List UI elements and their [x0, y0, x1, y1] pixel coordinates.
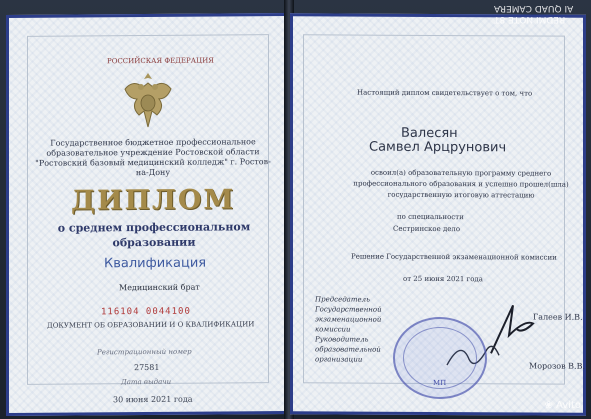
camera-model: REDMI NOTE 8T: [493, 14, 566, 24]
official-seal: [393, 317, 487, 399]
qualification-value: Медицинский брат: [119, 282, 200, 293]
certifies-line: Настоящий диплом свидетельствует о том, что: [357, 88, 533, 98]
graduate-surname: Валесян: [401, 125, 458, 142]
diploma-title: ДИПЛОМ: [71, 184, 236, 217]
decision-date: от 25 июня 2021 года: [403, 274, 483, 284]
qualification-heading: Квалификация: [104, 255, 207, 272]
program-completion-text: освоил(а) образовательную программу среднего профессионального образования и успешно прошел(шла) государственную итоговую аттестацию: [353, 168, 569, 200]
reg-number-label: Регистрационный номер: [97, 347, 192, 357]
avito-text: Avito: [556, 400, 581, 411]
specialty-label: по специальности: [397, 212, 464, 222]
chair-label: Председатель Государственной экзаменационной комиссии: [315, 295, 382, 334]
commission-decision: Решение Государственной экзаменационной комиссии: [351, 252, 557, 262]
serial-number: 116104 0044100: [101, 306, 191, 318]
head-label: Руководитель образовательной организации: [315, 335, 381, 364]
camera-type: AI QUAD CAMERA: [493, 3, 573, 13]
avito-watermark: [544, 400, 581, 411]
head-name: Морозов В.В.: [529, 361, 586, 371]
avito-logo-icon: ❀: [544, 400, 556, 411]
diploma-right-page: [290, 13, 586, 416]
document-type: ДОКУМЕНТ ОБ ОБРАЗОВАНИИ И О КВАЛИФИКАЦИИ: [47, 320, 255, 330]
issue-date: 30 июня 2021 года: [113, 394, 193, 405]
diploma-subtitle: о среднем профессиональном образовании: [57, 220, 251, 250]
institution-name: Государственное бюджетное профессиональное образовательное учреждение Ростовской области "Ростовский базовый медицинский колледж" г. Ростов-на-Дону: [35, 137, 271, 178]
specialty-value: Сестринское дело: [393, 224, 461, 234]
issue-date-label: Дата выдачи: [121, 377, 172, 387]
seal-label: МП: [433, 378, 447, 388]
country-header: РОССИЙСКАЯ ФЕДЕРАЦИЯ: [107, 56, 214, 66]
chair-name: Галеев И.В.: [533, 312, 583, 322]
graduate-given-names: Самвел Арцрунович: [369, 139, 507, 156]
coat-of-arms-icon: [119, 69, 177, 133]
reg-number: 27581: [134, 362, 160, 373]
camera-watermark: [494, 2, 573, 24]
diploma-left-page: [6, 13, 288, 416]
